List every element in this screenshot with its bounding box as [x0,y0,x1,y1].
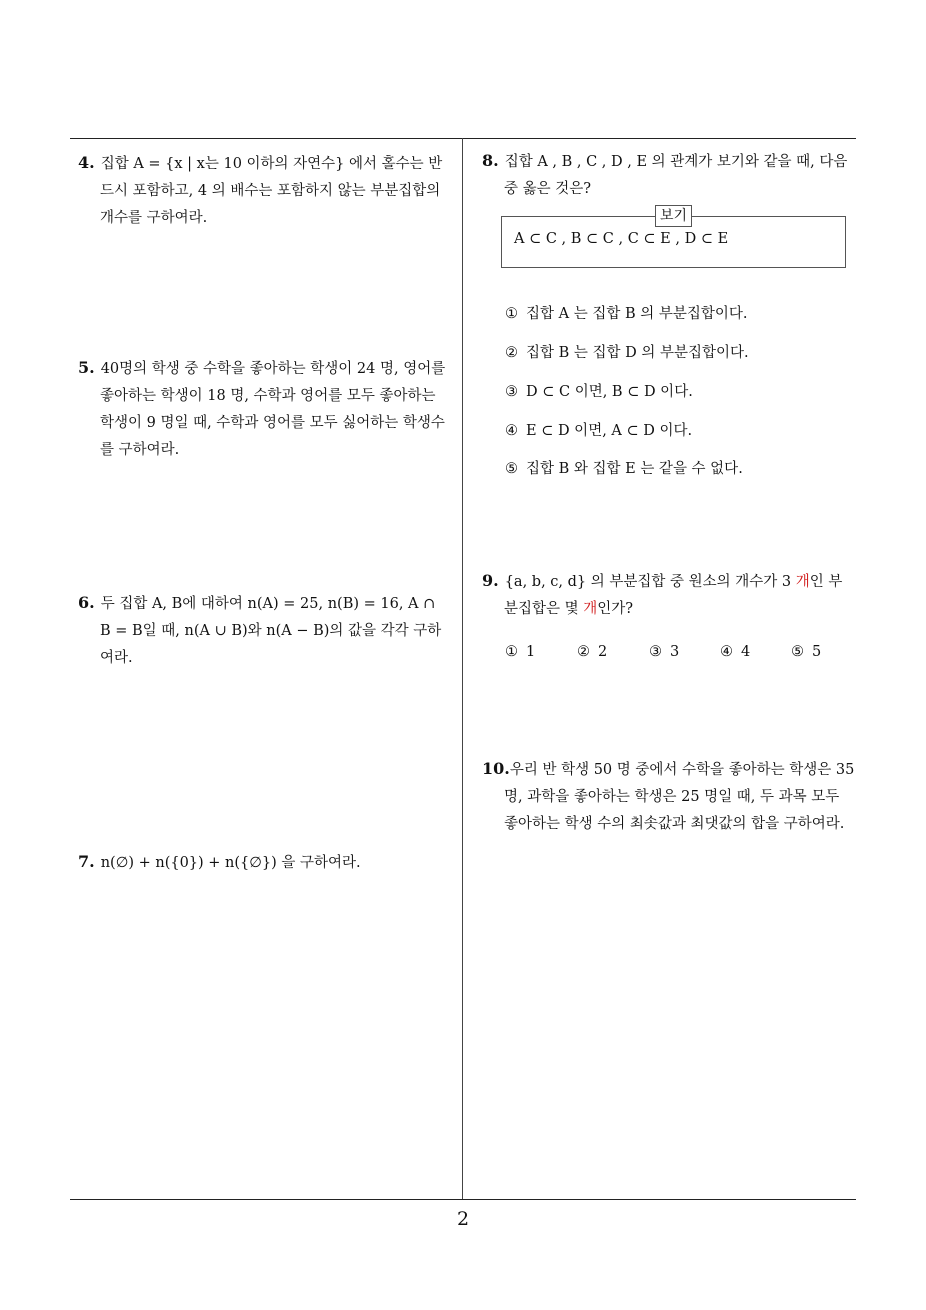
problem-6 [78,589,441,672]
problem-text: 개수를 구하여라. [100,210,208,226]
problem-number: 7. [78,852,95,871]
choice-3[interactable] [649,644,679,660]
problem-text: 집합 A = {x | x는 10 이하의 자연수} 에서 홀수는 반 [100,156,443,172]
problem-number: 5. [78,358,95,377]
choice-4[interactable] [505,419,692,440]
choice-text: 집합 A 는 집합 B 의 부분집합이다. [526,306,748,322]
problem-text: 학생이 9 명일 때, 수학과 영어를 모두 싫어하는 학생수 [100,415,445,431]
problem-text: 좋아하는 학생 수의 최솟값과 최댓값의 합을 구하여라. [504,816,845,832]
problem-text: n(∅) + n({0}) + n({∅}) 을 구하여라. [100,855,361,871]
problem-text: 집합 A , B , C , D , E 의 관계가 보기와 같을 때, 다음 [504,154,848,170]
problem-text: 여라. [100,650,133,666]
choice-mark: ① [505,306,518,322]
problem-number: 10. [482,759,510,778]
choice-text: 집합 B 와 집합 E 는 같을 수 없다. [526,461,743,477]
choice-text: 4 [741,644,751,660]
highlight-text: 개 [795,574,810,590]
problem-text: 우리 반 학생 50 명 중에서 수학을 좋아하는 학생은 35 [509,762,855,778]
problem-5 [78,354,445,464]
problem-number: 4. [78,153,95,172]
problem-text: 명, 과학을 좋아하는 학생은 25 명일 때, 두 과목 모두 [504,789,840,805]
problem-9 [482,567,842,623]
bogi-label: 보기 [655,205,692,227]
problem-text: 인 부 [809,574,843,590]
choice-text: D ⊂ C 이면, B ⊂ D 이다. [526,384,693,400]
problem-text: 를 구하여라. [100,442,180,458]
problem-text: 좋아하는 학생이 18 명, 수학과 영어를 모두 좋아하는 [100,388,436,404]
choice-mark: ④ [505,423,518,439]
choice-2[interactable] [577,644,607,660]
choice-mark: ⑤ [505,461,518,477]
choice-text: 5 [812,644,822,660]
bottom-rule [70,1199,856,1200]
problem-text: 인가? [597,601,634,617]
choice-mark: ③ [505,384,518,400]
bogi-content: A ⊂ C , B ⊂ C , C ⊂ E , D ⊂ E [514,231,729,247]
problem-8 [482,147,847,203]
page-number: 2 [456,1208,470,1230]
choice-1[interactable] [505,644,535,660]
choice-text: 3 [670,644,680,660]
choice-2[interactable] [505,341,749,362]
problem-10 [482,755,854,838]
choice-mark: ⑤ [791,644,804,660]
problem-text: 40명의 학생 중 수학을 좋아하는 학생이 24 명, 영어를 [100,361,446,377]
choice-mark: ② [577,644,590,660]
choice-1[interactable] [505,302,747,323]
top-rule [70,138,856,139]
choice-mark: ② [505,345,518,361]
problem-text: 두 집합 A, B에 대하여 n(A) = 25, n(B) = 16, A ∩ [100,596,436,612]
problem-7 [78,848,361,877]
choice-4[interactable] [720,644,750,660]
problem-number: 6. [78,593,95,612]
problem-number: 8. [482,151,499,170]
choice-3[interactable] [505,380,693,401]
choice-5[interactable] [505,457,743,478]
choice-mark: ③ [649,644,662,660]
bogi-box [501,208,846,268]
choice-text: E ⊂ D 이면, A ⊂ D 이다. [526,423,693,439]
highlight-text: 개 [583,601,598,617]
choice-text: 1 [526,644,536,660]
problem-text: 중 옳은 것은? [504,181,592,197]
choice-mark: ① [505,644,518,660]
choice-5[interactable] [791,644,821,660]
problem-text: 드시 포함하고, 4 의 배수는 포함하지 않는 부분집합의 [100,183,441,199]
problem-4 [78,149,442,232]
problem-number: 9. [482,571,499,590]
problem-text: {a, b, c, d} 의 부분집합 중 원소의 개수가 3 [504,574,796,590]
choice-mark: ④ [720,644,733,660]
problem-text: 분집합은 몇 [504,601,584,617]
choice-text: 집합 B 는 집합 D 의 부분집합이다. [526,345,749,361]
column-divider [462,138,463,1200]
choice-text: 2 [598,644,608,660]
problem-text: B = B일 때, n(A ∪ B)와 n(A − B)의 값을 각각 구하 [100,623,442,639]
